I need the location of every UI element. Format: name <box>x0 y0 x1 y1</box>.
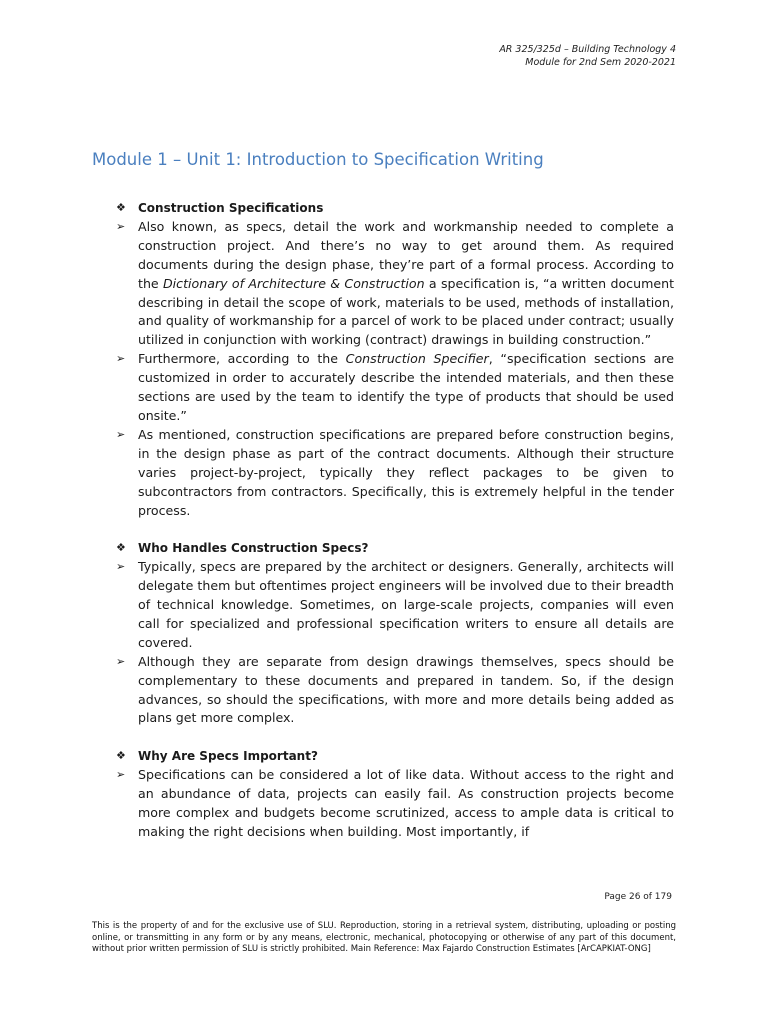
section-heading-text: Construction Specifications <box>138 201 324 215</box>
bullet-item <box>116 558 674 653</box>
bullet-item <box>116 653 674 729</box>
section <box>116 539 674 728</box>
module-title: Module 1 – Unit 1: Introduction to Specification Writing <box>92 150 544 169</box>
text-run: a specification is, “a written document describing in detail the scope of work, materials to be used, methods of installation, and quality of workmanship for a parcel of work to be placed under contract; usually utilized in conjunction with working (contract) drawings in building construction.” <box>138 275 675 348</box>
section-heading <box>116 747 674 766</box>
arrow-bullet-icon: ➢ <box>116 560 126 574</box>
bullet-item <box>116 350 674 426</box>
bullet-text <box>138 426 674 521</box>
section-heading <box>116 539 674 558</box>
bullet-text <box>138 766 674 842</box>
diamond-bullet-icon: ❖ <box>116 541 126 555</box>
section-heading-text: Why Are Specs Important? <box>138 749 318 764</box>
diamond-bullet-icon: ❖ <box>116 201 126 214</box>
arrow-bullet-icon: ➢ <box>116 352 126 366</box>
arrow-bullet-icon: ➢ <box>116 654 126 668</box>
section-heading-text: Who Handles Construction Specs? <box>138 541 369 556</box>
bullet-item <box>116 426 674 521</box>
bullet-text <box>138 653 674 729</box>
diamond-bullet-icon: ❖ <box>116 749 126 763</box>
copyright-footer: This is the property of and for the exclusive use of SLU. Reproduction, storing in a retrieval system, distributing, uploading or posting online, or transmitting in any form or by any means, electronic, mechanical, photocopying or otherwise of any part of this document, without prior written permission of SLU is strictly prohibited. Main Reference: Max Fajardo Construction Estimates [ArCAPKIAT-ONG] <box>92 921 676 954</box>
text-run: As mentioned, construction specifications are prepared before construction begins, in the design phase as part of the contract documents. Although their structure varies project-by-project, typically they reflect packages to be given to subcontractors from contractors. Specifically, this is extremely helpful in the tender process. <box>138 426 674 518</box>
header-module: Module for 2nd Sem 2020-2021 <box>525 57 676 68</box>
document-header <box>499 43 676 69</box>
arrow-bullet-icon: ➢ <box>116 427 126 441</box>
page-number: Page 26 of 179 <box>604 892 672 902</box>
section-heading <box>116 199 674 218</box>
bullet-text <box>138 218 674 350</box>
text-run: Specifications can be considered a lot of like data. Without access to the right and an abundance of data, projects can easily fail. As construction projects become more complex and budgets become scrutinized, access to ample data is critical to making the right decisions when building. Most importantly, if <box>138 767 674 839</box>
bullet-item <box>116 218 674 350</box>
section <box>116 747 674 842</box>
section <box>116 199 674 520</box>
text-run: Although they are separate from design drawings themselves, specs should be complementary to these documents and prepared in tandem. So, if the design advances, so should the specifications, with more and more details being added as plans get more complex. <box>138 653 674 726</box>
arrow-bullet-icon: ➢ <box>116 219 126 233</box>
bullet-item <box>116 766 674 842</box>
header-course: AR 325/325d – Building Technology 4 <box>499 44 676 55</box>
text-run: , “specification sections are customized in order to accurately describe the intended materials, and then these sections are used by the team to identify the type of products that should be used onsite.” <box>138 351 675 423</box>
bullet-text <box>138 350 674 426</box>
arrow-bullet-icon: ➢ <box>116 768 126 782</box>
text-run: Typically, specs are prepared by the architect or designers. Generally, architects will delegate them but oftentimes project engineers will be involved due to their breadth of technical knowledge. Sometimes, on large-scale projects, companies will even call for specialized and professional specification writers to ensure all details are covered. <box>138 559 674 650</box>
italic-reference: Construction Specifier <box>345 351 489 367</box>
text-run: Also known, as specs, detail the work and workmanship needed to complete a construction project. And there’s no way to get around them. As required documents during the design phase, they’re part of a formal process. According to the <box>138 218 674 291</box>
document-body <box>116 199 674 861</box>
text-run: Furthermore, according to the <box>138 351 346 367</box>
bullet-text <box>138 558 674 653</box>
italic-reference: Dictionary of Architecture & Construction <box>162 275 425 291</box>
